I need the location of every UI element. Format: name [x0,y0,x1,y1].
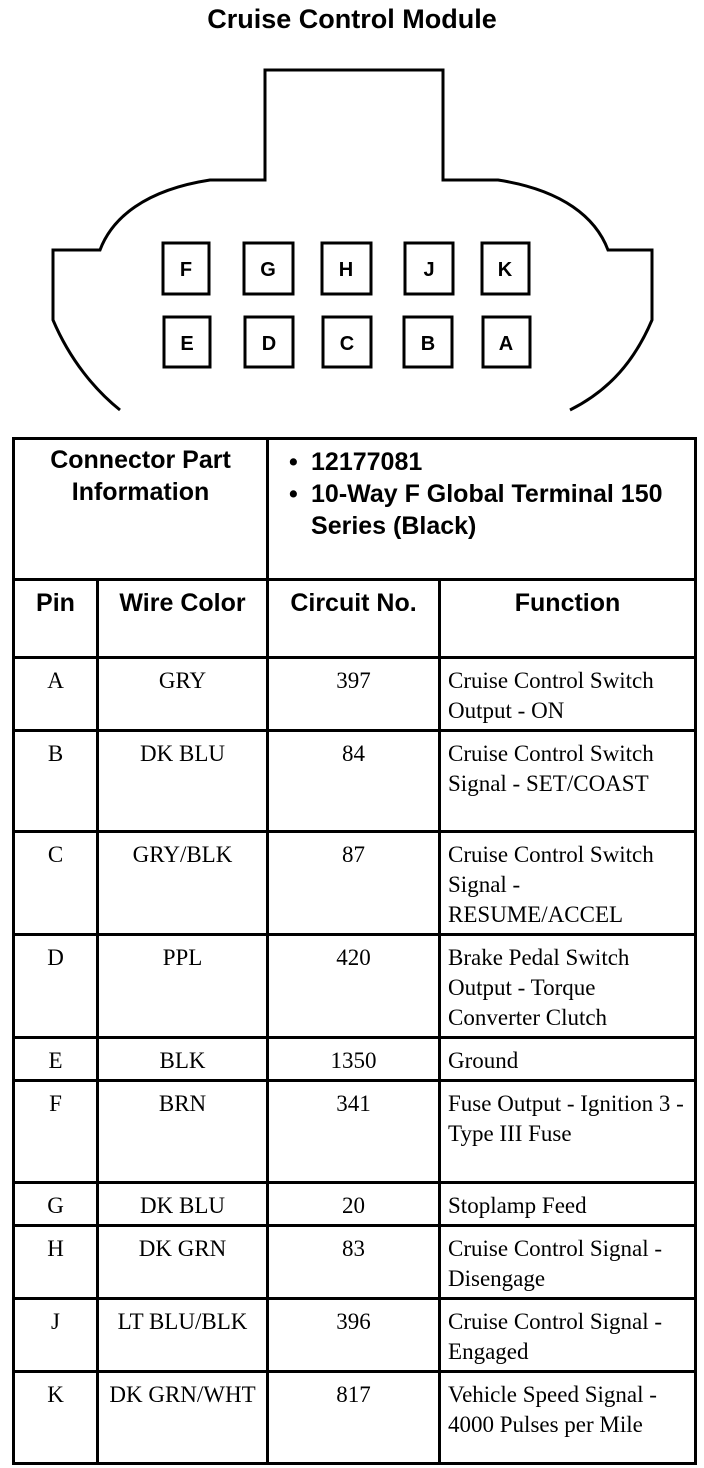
wire-color-cell: GRY [98,658,268,731]
pin-label: B [420,333,436,355]
wire-color-cell: BRN [98,1081,268,1183]
part-info-list [273,444,690,542]
column-header-pin: Pin [14,580,98,658]
column-header-row [14,580,696,658]
table-row [14,1038,696,1081]
part-number: • 12177081 [311,446,690,478]
pin-label: F [179,259,193,281]
function-cell: Cruise Control Switch Signal - SET/COAST [440,731,696,832]
pin-G-box [244,243,293,294]
pin-cell: F [14,1081,98,1183]
pin-cell: K [14,1372,98,1464]
pin-A-box [483,317,530,367]
circuit-cell: 84 [268,731,440,832]
pin-label: D [261,333,277,355]
wire-color-cell: PPL [98,935,268,1038]
table-row [14,658,696,731]
function-cell: Brake Pedal Switch Output - Torque Converter Clutch [440,935,696,1038]
circuit-cell: 817 [268,1372,440,1464]
pin-cell: C [14,832,98,935]
pin-C-box [323,317,371,367]
pin-J-box [405,243,453,294]
table-row [14,731,696,832]
wire-color-cell: DK GRN/WHT [98,1372,268,1464]
function-cell: Stoplamp Feed [440,1183,696,1226]
table-row [14,1081,696,1183]
wire-color-cell: DK GRN [98,1226,268,1299]
pin-H-box [322,243,371,294]
table-row [14,935,696,1038]
pin-cell: A [14,658,98,731]
pin-cell: H [14,1226,98,1299]
function-cell: Cruise Control Switch Output - ON [440,658,696,731]
circuit-cell: 397 [268,658,440,731]
pin-cell: D [14,935,98,1038]
pin-label: J [423,259,435,281]
pin-label: K [497,259,513,281]
wire-color-cell: GRY/BLK [98,832,268,935]
pin-D-box [245,317,293,367]
wire-color-cell: LT BLU/BLK [98,1299,268,1372]
pin-B-box [404,317,452,367]
function-cell: Cruise Control Switch Signal - RESUME/ACCEL [440,832,696,935]
function-cell: Cruise Control Signal - Engaged [440,1299,696,1372]
column-header-circuit-no: Circuit No. [268,580,440,658]
circuit-cell: 396 [268,1299,440,1372]
wire-color-cell: BLK [98,1038,268,1081]
circuit-cell: 1350 [268,1038,440,1081]
part-info-row [14,439,696,580]
circuit-cell: 420 [268,935,440,1038]
part-info-value-cell [268,439,696,580]
part-info-label-cell [14,439,268,580]
connector-face-diagram [0,0,704,440]
circuit-cell: 20 [268,1183,440,1226]
pin-label: G [260,259,276,281]
pin-K-box [482,243,529,294]
column-header-wire-color: Wire Color [98,580,268,658]
pin-cell: B [14,731,98,832]
table-row [14,1372,696,1464]
pin-cell: J [14,1299,98,1372]
pin-label: H [338,259,354,281]
function-cell: Ground [440,1038,696,1081]
circuit-cell: 341 [268,1081,440,1183]
table-row [14,1299,696,1372]
pin-cell: E [14,1038,98,1081]
function-cell: Fuse Output - Ignition 3 - Type III Fuse [440,1081,696,1183]
table-row [14,1183,696,1226]
circuit-cell: 87 [268,832,440,935]
part-info-label: Connector Part Information [50,446,231,506]
part-description: • 10-Way F Global Terminal 150 Series (Black) [311,478,690,542]
pin-label: C [339,333,355,355]
table-row [14,832,696,935]
circuit-cell: 83 [268,1226,440,1299]
connector-pinout-table [12,437,697,1465]
pin-label: A [498,333,514,355]
wire-color-cell: DK BLU [98,1183,268,1226]
wire-color-cell: DK BLU [98,731,268,832]
pin-F-box [163,243,209,294]
page-title: Cruise Control Module [207,4,497,34]
table-row [14,1226,696,1299]
pin-cell: G [14,1183,98,1226]
pin-E-box [164,317,210,367]
function-cell: Cruise Control Signal - Disengage [440,1226,696,1299]
function-cell: Vehicle Speed Signal - 4000 Pulses per Mile [440,1372,696,1464]
pin-label: E [180,333,194,355]
column-header-function: Function [440,580,696,658]
